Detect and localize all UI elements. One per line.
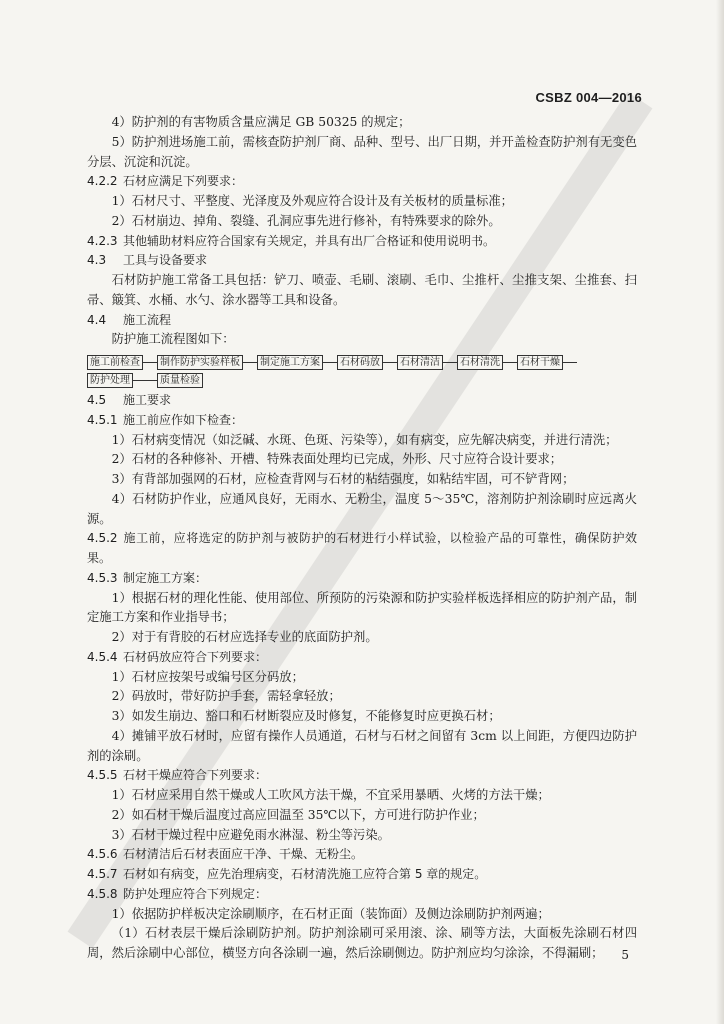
flowchart-row-2 <box>87 371 637 389</box>
clause-text: 石材干燥应符合下列要求： <box>123 768 268 783</box>
clause-text: 施工前应作如下检查： <box>123 412 244 427</box>
clause-text: 防护处理应符合下列规定： <box>123 886 268 901</box>
clause-number: 4.5.1 <box>87 412 118 427</box>
flow-step: 制定施工方案 <box>257 355 323 370</box>
flow-step: 石材码放 <box>337 355 383 370</box>
section-title: 施工要求 <box>123 393 172 407</box>
paragraph: 1）根据石材的理化性能、使用部位、所预防的污染源和防护实验样板选择相应的防护剂产品，制定施工方案和作业指导书； <box>87 590 637 625</box>
section-heading <box>87 391 637 411</box>
paragraph: 2）码放时，带好防护手套，需轻拿轻放； <box>111 689 341 704</box>
scan-edge-shadow <box>716 0 724 1024</box>
flow-connector <box>563 362 577 363</box>
clause-heading <box>87 766 637 786</box>
clause-number: 4.5.7 <box>87 867 118 881</box>
paragraph: 3）石材干燥过程中应避免雨水淋湿、粉尘等污染。 <box>111 827 390 842</box>
clause-number: 4.5.5 <box>87 768 118 783</box>
clause-heading <box>87 885 637 905</box>
clause-heading <box>87 845 637 865</box>
clause-text: 石材清洁后石材表面应干净、干燥、无粉尘。 <box>123 847 364 862</box>
clause-number: 4.5.3 <box>87 570 118 585</box>
paragraph: 4）摊铺平放石材时，应留有操作人员通道，石材与石材之间留有 3cm 以上间距，方便四边防护剂的涂刷。 <box>87 728 637 763</box>
flow-connector <box>443 362 457 363</box>
paragraph: 3）如发生崩边、豁口和石材断裂应及时修复，不能修复时应更换石材； <box>111 709 501 723</box>
clause-heading <box>87 232 637 252</box>
clause-text: 其他辅助材料应符合国家有关规定，并具有出厂合格证和使用说明书。 <box>123 233 496 248</box>
clause-text: 制定施工方案： <box>123 570 208 585</box>
flow-connector <box>243 362 257 363</box>
paragraph: 1）依据防护样板决定涂刷顺序，在石材正面（装饰面）及侧边涂刷防护剂两遍； <box>111 906 550 921</box>
clause-number: 4.5.8 <box>87 886 118 901</box>
flow-step: 质量检验 <box>157 373 203 388</box>
clause-text: 施工前，应将选定的防护剂与被防护的石材进行小样试验，以检验产品的可靠性，确保防护效果。 <box>87 531 637 565</box>
flow-connector <box>503 362 517 363</box>
flow-step: 施工前检查 <box>87 355 143 370</box>
document-body <box>87 113 637 964</box>
section-number: 4.3 <box>87 253 107 268</box>
section-number: 4.5 <box>87 393 107 407</box>
clause-heading <box>87 569 637 589</box>
paragraph: 1）石材病变情况（如泛碱、水斑、色斑、污染等），如有病变，应先解决病变，并进行清洗； <box>111 432 618 447</box>
section-heading <box>87 311 637 331</box>
paragraph: 1）石材应采用自然干燥或人工吹风方法干燥，不宜采用暴晒、火烤的方法干燥； <box>111 788 550 802</box>
flow-step: 制作防护实验样板 <box>157 355 243 370</box>
clause-heading <box>87 411 637 431</box>
flow-connector <box>383 362 397 363</box>
clause-text: 石材码放应符合下列要求： <box>123 649 268 664</box>
clause-text: 石材如有病变，应先治理病变，石材清洗施工应符合第 5 章的规定。 <box>123 867 487 881</box>
section-heading <box>87 251 637 271</box>
paragraph: 1）石材应按架号或编号区分码放； <box>111 669 304 684</box>
paragraph: 2）对于有背胶的石材应选择专业的底面防护剂。 <box>111 630 378 644</box>
flow-step: 石材清洁 <box>397 355 443 370</box>
paragraph: 石材防护施工常备工具包括：铲刀、喷壶、毛刷、滚刷、毛巾、尘推杆、尘推支架、尘推套、扫帚、簸箕、水桶、水勺、涂水器等工具和设备。 <box>87 273 637 307</box>
clause-heading <box>87 648 637 668</box>
flowchart-row-1 <box>87 353 637 371</box>
clause-number: 4.5.2 <box>87 531 118 546</box>
standard-code: CSBZ 004—2016 <box>535 90 642 105</box>
paragraph: 2）石材的各种修补、开槽、特殊表面处理均已完成，外形、尺寸应符合设计要求； <box>111 452 563 467</box>
clause-number: 4.5.6 <box>87 847 118 862</box>
section-title: 施工流程 <box>123 312 172 327</box>
paragraph: 2）如石材干燥后温度过高应回温至 35℃以下，方可进行防护作业； <box>111 807 485 822</box>
flow-connector <box>323 362 337 363</box>
page-number: 5 <box>621 948 629 962</box>
flow-step: 石材干燥 <box>517 355 563 370</box>
clause-heading <box>87 865 637 885</box>
construction-flowchart <box>87 353 637 389</box>
clause-number: 4.5.4 <box>87 649 118 664</box>
flow-connector <box>133 380 157 381</box>
section-number: 4.4 <box>87 312 107 327</box>
paragraph: 4）石材防护作业，应通风良好，无雨水、无粉尘，温度 5～35℃，溶剂防护剂涂刷时应远离火源。 <box>87 491 637 526</box>
paragraph: 防护施工流程图如下： <box>111 332 235 347</box>
clause-text: 石材应满足下列要求： <box>123 174 244 189</box>
clause-heading <box>87 529 637 569</box>
clause-number: 4.2.3 <box>87 233 118 248</box>
flow-step: 防护处理 <box>87 373 133 388</box>
paragraph: 5）防护剂进场施工前，需核查防护剂厂商、品种、型号、出厂日期，并开盖检查防护剂有无变色分层、沉淀和沉淀。 <box>87 134 637 169</box>
paragraph: 1）石材尺寸、平整度、光泽度及外观应符合设计及有关板材的质量标准； <box>111 194 513 208</box>
clause-number: 4.2.2 <box>87 174 118 189</box>
paragraph: （1）石材表层干燥后涂刷防护剂。防护剂涂刷可采用滚、涂、刷等方法，大面板先涂刷石材四周，然后涂刷中心部位，横竖方向各涂刷一遍，然后涂刷侧边。防护剂应均匀涂涂，不得漏刷； <box>87 926 637 960</box>
paragraph: 3）有背部加强网的石材，应检查背网与石材的粘结强度，如粘结牢固，可不铲背网； <box>111 472 575 486</box>
paragraph: 4）防护剂的有害物质含量应满足 GB 50325 的规定； <box>111 115 411 129</box>
flow-step: 石材清洗 <box>457 355 503 370</box>
paragraph: 2）石材崩边、掉角、裂缝、孔洞应事先进行修补，有特殊要求的除外。 <box>111 213 501 228</box>
clause-heading <box>87 172 637 192</box>
section-title: 工具与设备要求 <box>123 253 208 268</box>
flow-connector <box>143 362 157 363</box>
